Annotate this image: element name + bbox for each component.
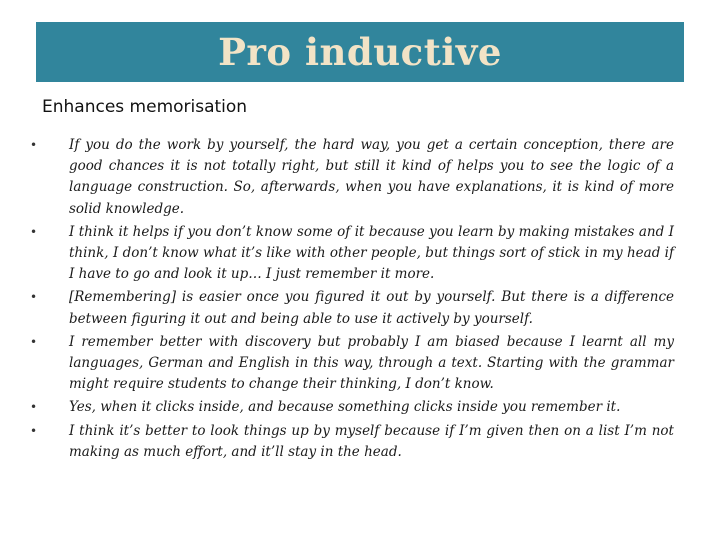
bullet-item	[28, 421, 674, 463]
bullet-text: Yes, when it clicks inside, and because something clicks inside you remember it.	[69, 399, 621, 416]
bullet-item	[28, 397, 674, 418]
bullet-icon: •	[30, 138, 38, 152]
bullet-icon: •	[30, 400, 38, 415]
bullet-text: I think it’s better to look things up by myself because if I’m given then on a list I’m not making as much effort, and it’ll stay in the head.	[69, 422, 674, 460]
title-banner	[36, 22, 684, 82]
quote-bullet-list	[28, 135, 674, 465]
bullet-icon: •	[30, 224, 38, 239]
bullet-item	[28, 287, 674, 329]
bullet-item	[28, 222, 674, 286]
bullet-text: I think it helps if you don’t know some of it because you learn by making mistakes and I think, I don’t know what it’s like with other people, but things sort of stick in my head if I have to go and look it up… I just remember it more.	[69, 223, 674, 283]
bullet-icon: •	[30, 290, 38, 305]
bullet-item	[28, 135, 674, 220]
slide-title: Pro inductive	[218, 30, 502, 74]
bullet-text: I remember better with discovery but probably I am biased because I learnt all my languages, German and English in this way, through a text. Starting with the grammar might require students to change their thinking, I don’t know.	[69, 333, 674, 393]
bullet-text: [Remembering] is easier once you figured it out by yourself. But there is a difference between figuring it out and being able to use it actively by yourself.	[69, 289, 674, 327]
bullet-icon: •	[30, 334, 38, 349]
bullet-item	[28, 332, 674, 396]
bullet-icon: •	[30, 423, 38, 438]
bullet-text: If you do the work by yourself, the hard way, you get a certain conception, there are good chances it is not totally right, but still it kind of helps you to see the logic of a language construction. So, afterwards, when you have explanations, it is kind of more solid knowledge.	[69, 137, 674, 217]
slide-subheading: Enhances memorisation	[42, 97, 248, 117]
